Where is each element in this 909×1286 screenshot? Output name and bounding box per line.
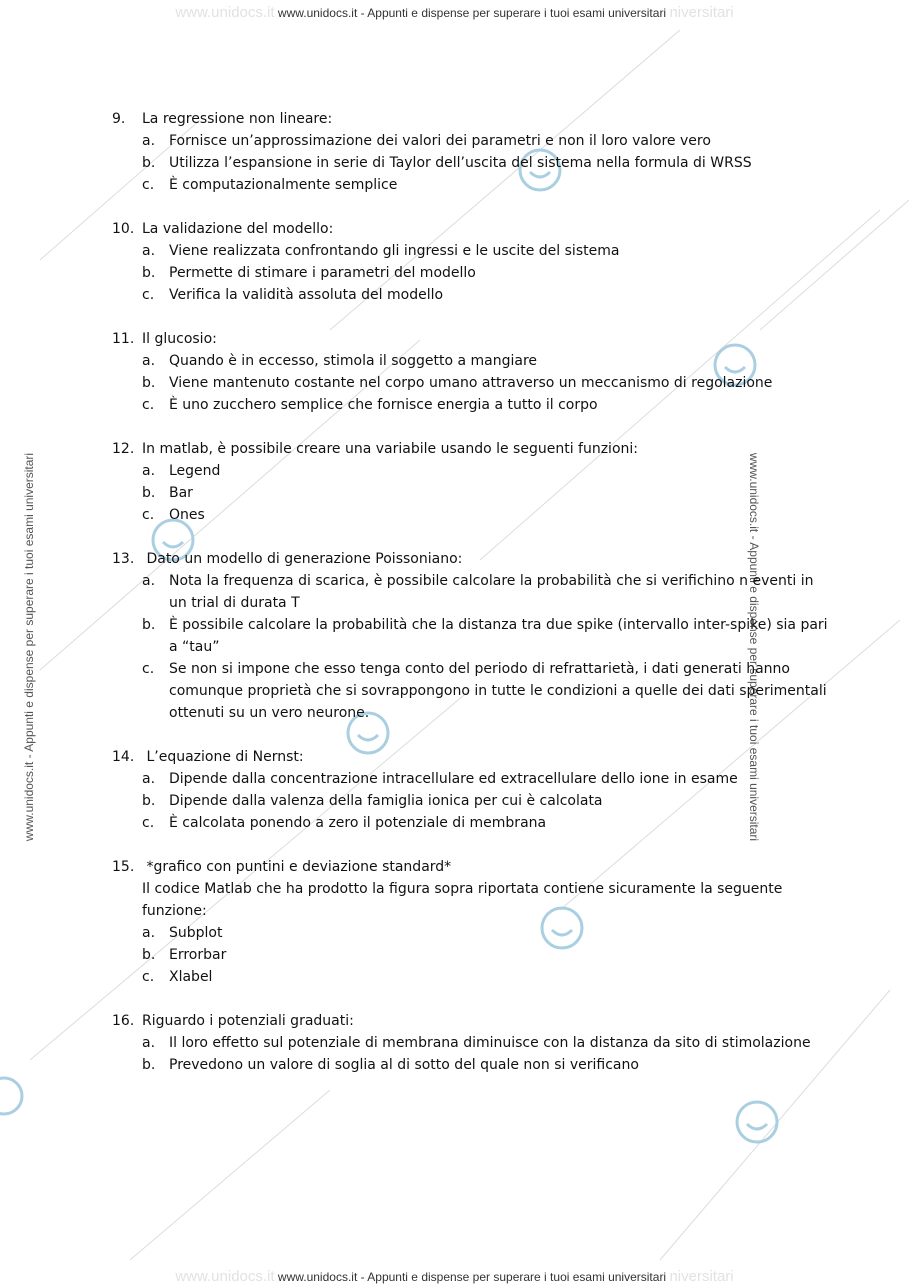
option-list: [112, 570, 832, 724]
option-text: Fornisce un’approssimazione dei valori dei parametri e non il loro valore vero: [169, 133, 711, 149]
question-line: [112, 108, 832, 130]
question-item: [112, 108, 832, 196]
option-text: Subplot: [169, 925, 223, 941]
option-letter: b.: [142, 155, 156, 171]
answer-option: [142, 1032, 832, 1054]
option-letter: b.: [142, 793, 156, 809]
question-number: 12.: [112, 441, 135, 457]
option-text: È computazionalmente semplice: [169, 177, 398, 193]
question-line: [112, 746, 832, 768]
option-text: Il loro effetto sul potenziale di membrana diminuisce con la distanza da sito di stimolazione: [169, 1035, 811, 1051]
answer-option: [142, 922, 832, 944]
option-letter: b.: [142, 617, 156, 633]
answer-option: [142, 394, 832, 416]
question-line: [112, 438, 832, 460]
option-text: Viene realizzata confrontando gli ingressi e le uscite del sistema: [169, 243, 620, 259]
watermark-side-left: www.unidocs.it - Appunti e dispense per superare i tuoi esami universitari: [22, 452, 37, 842]
question-number: 10.: [112, 221, 135, 237]
answer-option: [142, 284, 832, 306]
answer-option: [142, 130, 832, 152]
answer-option: [142, 152, 832, 174]
option-text: Ones: [169, 507, 205, 523]
option-letter: a.: [142, 771, 156, 787]
answer-option: [142, 966, 832, 988]
answer-option: [142, 614, 832, 658]
option-list: [112, 768, 832, 834]
answer-option: [142, 1054, 832, 1076]
option-list: [112, 922, 832, 988]
question-body: Il codice Matlab che ha prodotto la figura sopra riportata contiene sicuramente la seguente funzione:: [142, 881, 783, 919]
answer-option: [142, 482, 832, 504]
question-line: [112, 856, 832, 878]
question-number: 9.: [112, 111, 126, 127]
option-text: Quando è in eccesso, stimola il soggetto a mangiare: [169, 353, 537, 369]
question-text: La regressione non lineare:: [142, 111, 333, 127]
answer-option: [142, 174, 832, 196]
option-letter: a.: [142, 353, 156, 369]
answer-option: [142, 262, 832, 284]
option-letter: c.: [142, 397, 155, 413]
option-text: È possibile calcolare la probabilità che la distanza tra due spike (intervallo inter-spike) sia pari a “tau”: [169, 617, 828, 655]
option-list: [112, 1032, 832, 1076]
answer-option: [142, 790, 832, 812]
question-item: [112, 438, 832, 526]
question-item: [112, 218, 832, 306]
question-text: L’equazione di Nernst:: [142, 749, 304, 765]
question-line: [112, 548, 832, 570]
answer-option: [142, 944, 832, 966]
option-letter: b.: [142, 375, 156, 391]
question-line: [112, 1010, 832, 1032]
option-letter: c.: [142, 661, 155, 677]
question-text: Riguardo i potenziali graduati:: [142, 1013, 354, 1029]
option-letter: a.: [142, 925, 156, 941]
option-letter: b.: [142, 265, 156, 281]
question-text: In matlab, è possibile creare una variabile usando le seguenti funzioni:: [142, 441, 638, 457]
option-text: Dipende dalla concentrazione intracellulare ed extracellulare dello ione in esame: [169, 771, 738, 787]
option-text: Legend: [169, 463, 221, 479]
question-item: [112, 328, 832, 416]
question-text: *grafico con puntini e deviazione standard*: [142, 859, 452, 875]
question-item: [112, 746, 832, 834]
answer-option: [142, 240, 832, 262]
option-list: [112, 130, 832, 196]
option-letter: c.: [142, 969, 155, 985]
answer-option: [142, 658, 832, 724]
question-list: [112, 108, 832, 1098]
watermark-side-right: www.unidocs.it - Appunti e dispense per superare i tuoi esami universitari: [747, 452, 762, 842]
question-number: 15.: [112, 859, 135, 875]
question-item: [112, 1010, 832, 1076]
option-text: Se non si impone che esso tenga conto del periodo di refrattarietà, i dati generati hanno comunque proprietà che si sovrappongono in tutte le condizioni a quelle dei dati sperimentali ottenuti su un vero neurone.: [169, 661, 827, 721]
option-letter: b.: [142, 947, 156, 963]
question-item: [112, 548, 832, 724]
question-number: 11.: [112, 331, 135, 347]
option-letter: a.: [142, 573, 156, 589]
option-letter: c.: [142, 815, 155, 831]
option-text: Nota la frequenza di scarica, è possibile calcolare la probabilità che si verifichino n eventi in un trial di durata T: [169, 573, 814, 611]
option-text: Prevedono un valore di soglia al di sotto del quale non si verificano: [169, 1057, 639, 1073]
option-text: Verifica la validità assoluta del modello: [169, 287, 444, 303]
option-text: Permette di stimare i parametri del modello: [169, 265, 476, 281]
option-letter: a.: [142, 133, 156, 149]
question-number: 16.: [112, 1013, 135, 1029]
option-letter: c.: [142, 507, 155, 523]
option-list: [112, 460, 832, 526]
question-text: La validazione del modello:: [142, 221, 334, 237]
answer-option: [142, 460, 832, 482]
option-text: Utilizza l’espansione in serie di Taylor dell’uscita del sistema nella formula di WRSS: [169, 155, 752, 171]
option-list: [112, 350, 832, 416]
question-item: [112, 856, 832, 988]
answer-option: [142, 812, 832, 834]
option-text: Viene mantenuto costante nel corpo umano attraverso un meccanismo di regolazione: [169, 375, 773, 391]
option-text: È uno zucchero semplice che fornisce energia a tutto il corpo: [169, 397, 598, 413]
answer-option: [142, 372, 832, 394]
option-letter: a.: [142, 243, 156, 259]
watermark-header: www.unidocs.it www.unidocs.it - Appunti e dispense per superare i tuoi esami universitari niversitari: [175, 4, 734, 21]
question-line: [112, 328, 832, 350]
option-letter: b.: [142, 485, 156, 501]
question-text: Il glucosio:: [142, 331, 217, 347]
watermark-footer: www.unidocs.it www.unidocs.it - Appunti e dispense per superare i tuoi esami universitari niversitari: [175, 1268, 734, 1285]
answer-option: [142, 504, 832, 526]
option-text: È calcolata ponendo a zero il potenziale di membrana: [169, 815, 547, 831]
answer-option: [142, 350, 832, 372]
question-text: Dato un modello di generazione Poissoniano:: [142, 551, 463, 567]
option-list: [112, 240, 832, 306]
option-text: Dipende dalla valenza della famiglia ionica per cui è calcolata: [169, 793, 603, 809]
question-number: 14.: [112, 749, 135, 765]
option-letter: a.: [142, 463, 156, 479]
option-text: Errorbar: [169, 947, 227, 963]
option-text: Bar: [169, 485, 193, 501]
question-line: [112, 218, 832, 240]
option-text: Xlabel: [169, 969, 213, 985]
option-letter: a.: [142, 1035, 156, 1051]
question-number: 13.: [112, 551, 135, 567]
option-letter: b.: [142, 1057, 156, 1073]
answer-option: [142, 768, 832, 790]
option-letter: c.: [142, 177, 155, 193]
option-letter: c.: [142, 287, 155, 303]
answer-option: [142, 570, 832, 614]
